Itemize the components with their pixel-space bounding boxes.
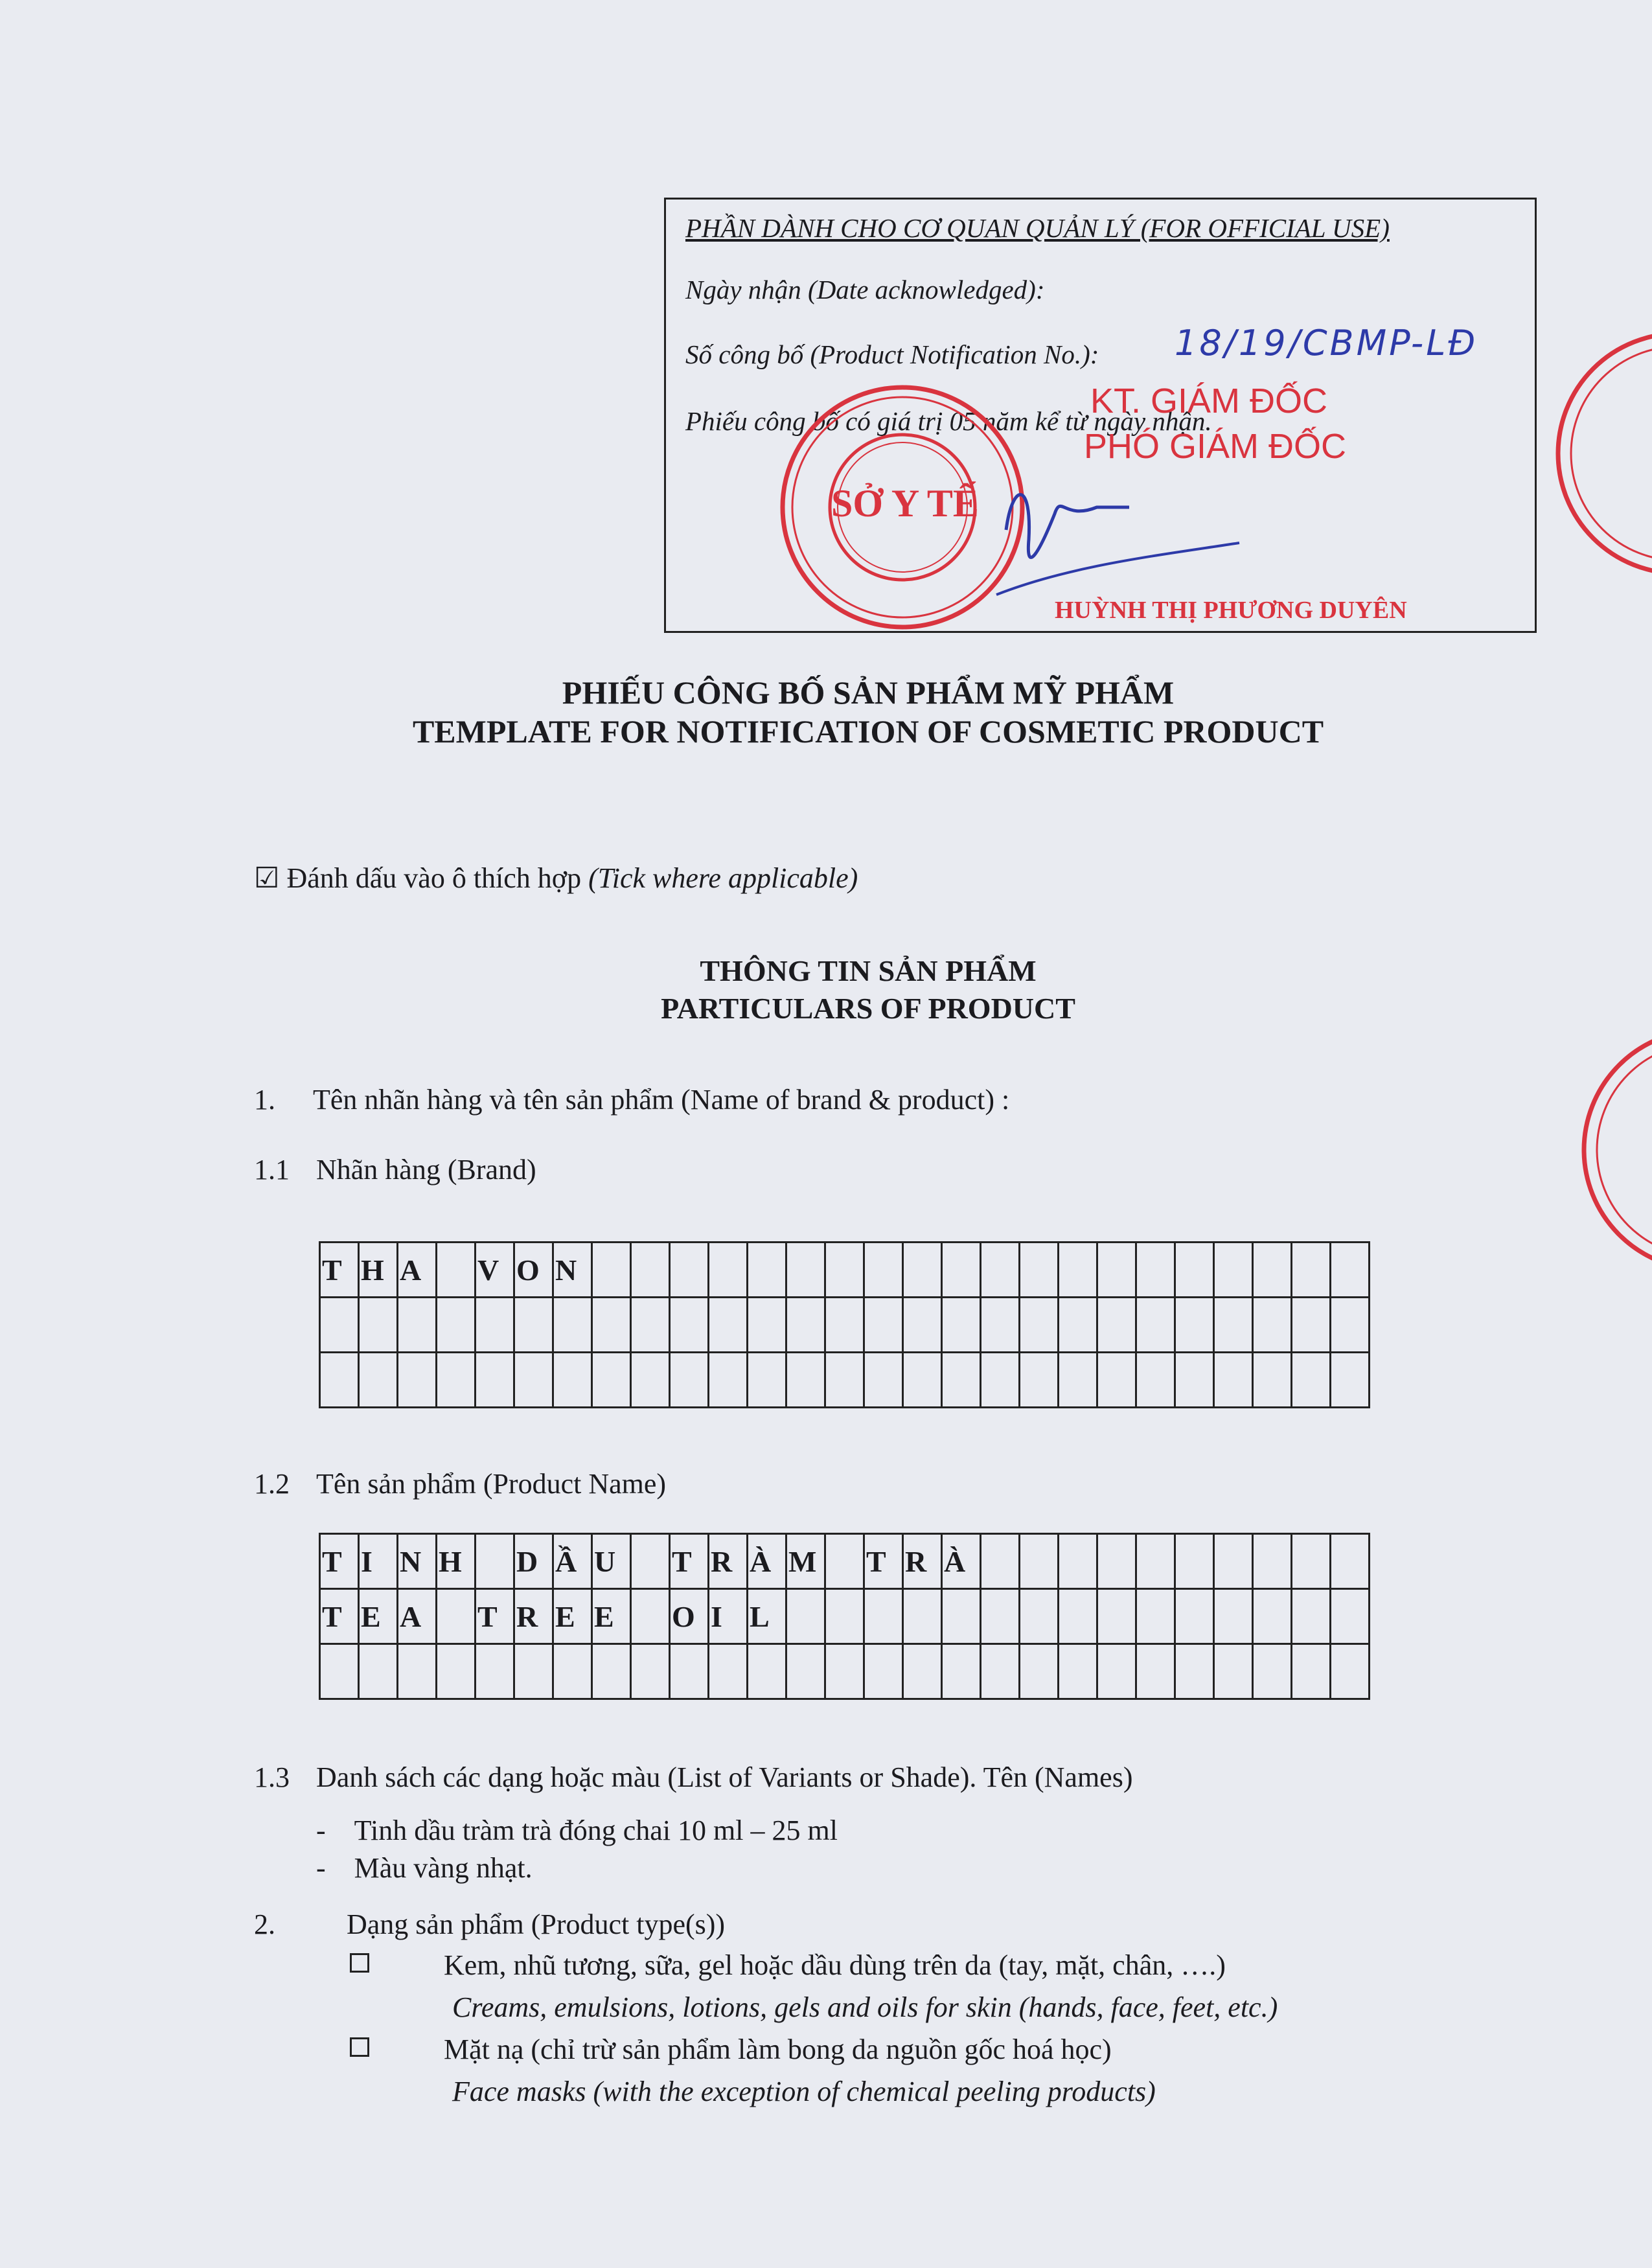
- product-type-option-en: Face masks (with the exception of chemical peeling products): [452, 2076, 1156, 2107]
- grid-cell: [942, 1243, 981, 1298]
- grid-cell: [981, 1644, 1020, 1699]
- grid-cell: [320, 1298, 359, 1353]
- grid-cell: [1253, 1353, 1292, 1408]
- brand-grid: [319, 1241, 1370, 1408]
- grid-cell: [670, 1644, 709, 1699]
- grid-cell: [359, 1353, 398, 1408]
- grid-cell: [437, 1298, 476, 1353]
- grid-cell: [1136, 1353, 1175, 1408]
- grid-cell: [1059, 1353, 1097, 1408]
- grid-cell: [476, 1534, 514, 1589]
- grid-row: [320, 1298, 1370, 1353]
- grid-cell: [864, 1298, 903, 1353]
- grid-cell: M: [786, 1534, 825, 1589]
- grid-cell: [1175, 1589, 1214, 1644]
- tick-note-en: (Tick where applicable): [588, 862, 858, 894]
- grid-cell: [1214, 1243, 1253, 1298]
- grid-cell: [1292, 1644, 1331, 1699]
- grid-cell: À: [942, 1534, 981, 1589]
- grid-cell: [1331, 1298, 1370, 1353]
- grid-cell: [942, 1298, 981, 1353]
- grid-cell: [786, 1589, 825, 1644]
- grid-cell: [1175, 1534, 1214, 1589]
- grid-cell: [592, 1353, 631, 1408]
- grid-cell: [1020, 1298, 1059, 1353]
- grid-cell: T: [320, 1589, 359, 1644]
- grid-cell: [981, 1534, 1020, 1589]
- grid-cell: [1175, 1353, 1214, 1408]
- grid-cell: [359, 1298, 398, 1353]
- grid-cell: R: [514, 1589, 553, 1644]
- date-acknowledged-label: Ngày nhận (Date acknowledged):: [685, 275, 1045, 304]
- grid-cell: I: [709, 1589, 748, 1644]
- grid-cell: [981, 1298, 1020, 1353]
- grid-cell: [981, 1589, 1020, 1644]
- particulars-title-en: PARTICULARS OF PRODUCT: [661, 992, 1075, 1025]
- grid-cell: [825, 1298, 864, 1353]
- grid-cell: [1292, 1353, 1331, 1408]
- grid-cell: [1097, 1298, 1136, 1353]
- grid-cell: [1020, 1534, 1059, 1589]
- particulars-title-vi: THÔNG TIN SẢN PHẨM: [700, 954, 1037, 987]
- grid-cell: [825, 1243, 864, 1298]
- grid-cell: [1175, 1298, 1214, 1353]
- grid-cell: [903, 1243, 942, 1298]
- grid-cell: [1292, 1534, 1331, 1589]
- grid-cell: [1175, 1243, 1214, 1298]
- grid-cell: [398, 1353, 437, 1408]
- grid-cell: [864, 1353, 903, 1408]
- grid-cell: [903, 1298, 942, 1353]
- grid-cell: [786, 1644, 825, 1699]
- grid-cell: [1292, 1243, 1331, 1298]
- grid-cell: [514, 1298, 553, 1353]
- grid-cell: O: [670, 1589, 709, 1644]
- grid-cell: [903, 1644, 942, 1699]
- grid-cell: [1214, 1534, 1253, 1589]
- grid-cell: [1331, 1534, 1370, 1589]
- grid-cell: E: [359, 1589, 398, 1644]
- grid-cell: O: [514, 1243, 553, 1298]
- grid-cell: [514, 1644, 553, 1699]
- grid-cell: [942, 1353, 981, 1408]
- grid-cell: [592, 1644, 631, 1699]
- grid-cell: [514, 1353, 553, 1408]
- grid-cell: [1292, 1589, 1331, 1644]
- grid-cell: [1136, 1298, 1175, 1353]
- signer-name: HUỲNH THỊ PHƯƠNG DUYÊN: [1055, 597, 1407, 624]
- grid-cell: [1059, 1644, 1097, 1699]
- grid-cell: [1097, 1644, 1136, 1699]
- grid-row: [320, 1644, 1370, 1699]
- edge-seal-bottom: [1574, 1020, 1652, 1279]
- grid-cell: T: [670, 1534, 709, 1589]
- grid-cell: [1059, 1298, 1097, 1353]
- grid-cell: [670, 1243, 709, 1298]
- grid-cell: [1214, 1589, 1253, 1644]
- variant-item: - Tinh dầu tràm trà đóng chai 10 ml – 25 ml: [316, 1815, 838, 1846]
- variant-item-text: Tinh dầu tràm trà đóng chai 10 ml – 25 ml: [354, 1815, 838, 1846]
- grid-cell: [825, 1534, 864, 1589]
- grid-cell: [786, 1353, 825, 1408]
- grid-cell: [1253, 1534, 1292, 1589]
- grid-cell: [1292, 1298, 1331, 1353]
- product-type-checkbox[interactable]: [350, 1953, 369, 1976]
- grid-cell: [981, 1353, 1020, 1408]
- grid-cell: [1331, 1243, 1370, 1298]
- grid-cell: U: [592, 1534, 631, 1589]
- edge-seal-top: [1548, 324, 1652, 583]
- grid-cell: [476, 1298, 514, 1353]
- grid-cell: [553, 1644, 592, 1699]
- product-type-checkbox[interactable]: [350, 2037, 369, 2060]
- grid-row: [320, 1589, 1370, 1644]
- product-type-option-vi: Kem, nhũ tương, sữa, gel hoặc dầu dùng trên da (tay, mặt, chân, ….): [444, 1949, 1226, 1981]
- grid-cell: À: [748, 1534, 786, 1589]
- grid-cell: [748, 1353, 786, 1408]
- grid-cell: [709, 1353, 748, 1408]
- stamp-title-2: PHÓ GIÁM ĐỐC: [1084, 427, 1347, 466]
- grid-cell: [437, 1589, 476, 1644]
- official-header: PHẦN DÀNH CHO CƠ QUAN QUẢN LÝ (FOR OFFICIAL USE): [685, 213, 1390, 243]
- grid-cell: [398, 1298, 437, 1353]
- section-1-2-number: 1.2: [254, 1468, 290, 1500]
- grid-cell: [320, 1353, 359, 1408]
- grid-cell: [1214, 1353, 1253, 1408]
- signature: [993, 468, 1304, 604]
- grid-cell: E: [553, 1589, 592, 1644]
- grid-cell: [1097, 1589, 1136, 1644]
- grid-cell: [1097, 1243, 1136, 1298]
- form-title-en: TEMPLATE FOR NOTIFICATION OF COSMETIC PRODUCT: [412, 713, 1324, 750]
- grid-cell: [1175, 1644, 1214, 1699]
- grid-cell: [553, 1353, 592, 1408]
- notification-number-value: 18/19/CBMP-LĐ: [1175, 323, 1478, 363]
- grid-cell: [437, 1353, 476, 1408]
- grid-cell: [825, 1589, 864, 1644]
- grid-cell: [748, 1644, 786, 1699]
- tick-note-vi: Đánh dấu vào ô thích hợp: [286, 862, 582, 894]
- grid-cell: R: [903, 1534, 942, 1589]
- validity-note: Phiếu công bố có giá trị 05 năm kể từ ngày nhận.: [685, 406, 1212, 436]
- grid-cell: [864, 1644, 903, 1699]
- grid-cell: [942, 1589, 981, 1644]
- grid-cell: [1214, 1298, 1253, 1353]
- grid-cell: A: [398, 1243, 437, 1298]
- grid-cell: [1331, 1644, 1370, 1699]
- section-1-number: 1.: [254, 1084, 275, 1116]
- section-1-1-number: 1.1: [254, 1154, 290, 1186]
- grid-cell: [670, 1353, 709, 1408]
- grid-cell: [942, 1644, 981, 1699]
- grid-cell: [1253, 1298, 1292, 1353]
- section-1-3-number: 1.3: [254, 1761, 290, 1793]
- grid-cell: [1020, 1243, 1059, 1298]
- grid-cell: D: [514, 1534, 553, 1589]
- grid-cell: [1059, 1243, 1097, 1298]
- grid-cell: [903, 1589, 942, 1644]
- section-2-text: Dạng sản phẩm (Product type(s)): [347, 1908, 726, 1940]
- section-1-text: Tên nhãn hàng và tên sản phẩm (Name of brand & product) :: [313, 1084, 1010, 1116]
- grid-cell: [1214, 1644, 1253, 1699]
- grid-cell: [1331, 1353, 1370, 1408]
- grid-cell: [1253, 1589, 1292, 1644]
- grid-row: [320, 1534, 1370, 1589]
- checked-box-icon: ☑: [254, 862, 280, 894]
- grid-cell: [320, 1644, 359, 1699]
- grid-cell: [1059, 1589, 1097, 1644]
- grid-cell: [631, 1534, 670, 1589]
- grid-cell: [592, 1298, 631, 1353]
- grid-cell: [437, 1243, 476, 1298]
- section-1-1-text: Nhãn hàng (Brand): [316, 1154, 536, 1186]
- grid-cell: H: [359, 1243, 398, 1298]
- notification-number-label: Số công bố (Product Notification No.):: [685, 339, 1099, 369]
- grid-row: [320, 1243, 1370, 1298]
- grid-cell: A: [398, 1589, 437, 1644]
- variant-item-text: Màu vàng nhạt.: [354, 1852, 533, 1884]
- grid-cell: V: [476, 1243, 514, 1298]
- product-name-grid: [319, 1533, 1370, 1700]
- grid-cell: [1020, 1644, 1059, 1699]
- grid-cell: [476, 1353, 514, 1408]
- grid-cell: [476, 1644, 514, 1699]
- section-1-3-text: Danh sách các dạng hoặc màu (List of Variants or Shade). Tên (Names): [316, 1761, 1133, 1793]
- grid-cell: [1020, 1589, 1059, 1644]
- grid-cell: [670, 1298, 709, 1353]
- section-1-2-text: Tên sản phẩm (Product Name): [316, 1468, 667, 1500]
- grid-cell: [709, 1644, 748, 1699]
- grid-cell: [786, 1243, 825, 1298]
- grid-cell: [825, 1353, 864, 1408]
- grid-cell: [748, 1298, 786, 1353]
- grid-cell: [437, 1644, 476, 1699]
- grid-row: [320, 1353, 1370, 1408]
- grid-cell: [1136, 1644, 1175, 1699]
- grid-cell: [709, 1298, 748, 1353]
- grid-cell: E: [592, 1589, 631, 1644]
- stamp-title-1: KT. GIÁM ĐỐC: [1090, 382, 1328, 420]
- seal-center-text: SỞ Y TẾ: [831, 482, 979, 525]
- grid-cell: [1136, 1534, 1175, 1589]
- variant-item: - Màu vàng nhạt.: [316, 1852, 533, 1884]
- grid-cell: [1097, 1353, 1136, 1408]
- grid-cell: Ầ: [553, 1534, 592, 1589]
- grid-cell: [631, 1353, 670, 1408]
- grid-cell: [1331, 1589, 1370, 1644]
- form-title-vi: PHIẾU CÔNG BỐ SẢN PHẨM MỸ PHẨM: [562, 674, 1175, 711]
- grid-cell: [1136, 1243, 1175, 1298]
- grid-cell: R: [709, 1534, 748, 1589]
- grid-cell: [825, 1644, 864, 1699]
- grid-cell: [1059, 1534, 1097, 1589]
- product-type-option-en: Creams, emulsions, lotions, gels and oils for skin (hands, face, feet, etc.): [452, 1991, 1278, 2023]
- official-use-box: [664, 198, 1537, 633]
- grid-cell: L: [748, 1589, 786, 1644]
- grid-cell: [1020, 1353, 1059, 1408]
- product-type-option-vi: Mặt nạ (chỉ trừ sản phẩm làm bong da nguồn gốc hoá học): [444, 2033, 1112, 2065]
- grid-cell: [631, 1644, 670, 1699]
- grid-cell: [1097, 1534, 1136, 1589]
- grid-cell: T: [476, 1589, 514, 1644]
- grid-cell: [553, 1298, 592, 1353]
- grid-cell: [864, 1243, 903, 1298]
- grid-cell: [398, 1644, 437, 1699]
- grid-cell: [359, 1644, 398, 1699]
- grid-cell: [709, 1243, 748, 1298]
- grid-cell: N: [398, 1534, 437, 1589]
- grid-cell: [748, 1243, 786, 1298]
- grid-cell: [1136, 1589, 1175, 1644]
- grid-cell: [1253, 1243, 1292, 1298]
- grid-cell: N: [553, 1243, 592, 1298]
- grid-cell: T: [320, 1534, 359, 1589]
- grid-cell: [592, 1243, 631, 1298]
- grid-cell: H: [437, 1534, 476, 1589]
- grid-cell: T: [864, 1534, 903, 1589]
- section-2-number: 2.: [254, 1908, 275, 1940]
- grid-cell: [631, 1589, 670, 1644]
- grid-cell: [1253, 1644, 1292, 1699]
- grid-cell: [981, 1243, 1020, 1298]
- grid-cell: [631, 1243, 670, 1298]
- grid-cell: I: [359, 1534, 398, 1589]
- grid-cell: [903, 1353, 942, 1408]
- tick-note: [254, 862, 858, 895]
- grid-cell: [631, 1298, 670, 1353]
- grid-cell: T: [320, 1243, 359, 1298]
- grid-cell: [864, 1589, 903, 1644]
- grid-cell: [786, 1298, 825, 1353]
